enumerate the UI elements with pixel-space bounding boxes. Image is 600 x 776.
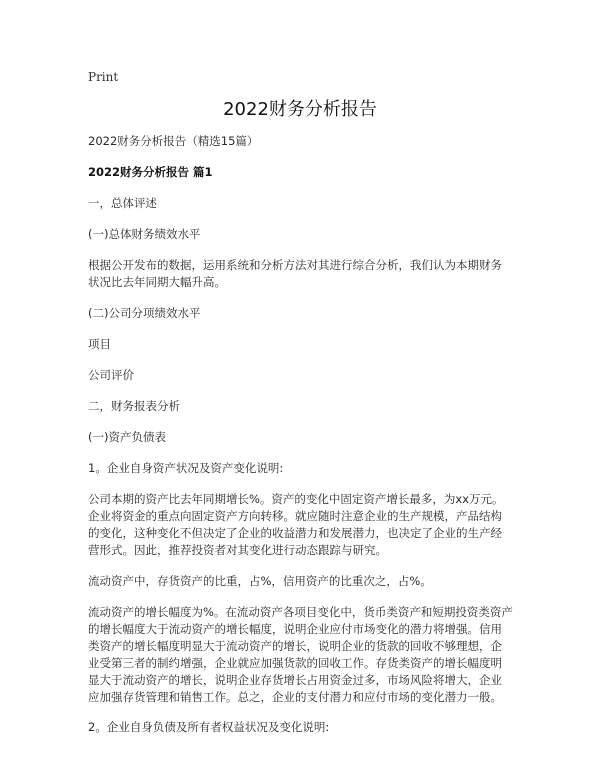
section-title: 2022财务分析报告 篇1 xyxy=(88,165,213,179)
paragraph-current-assets-share: 流动资产中，存货资产的比重，占%，信用资产的比重次之，占%。 xyxy=(88,574,432,588)
heading-overview: 一，总体评述 xyxy=(88,196,157,210)
document-subtitle: 2022财务分析报告（精选15篇） xyxy=(88,134,259,148)
heading-asset-status: 1。企业自身资产状况及资产变化说明: xyxy=(88,461,284,475)
paragraph-current-assets-growth: 流动资产的增长幅度为%。在流动资产各项目变化中，货币类资产和短期投资类资产的增长幅度大于流动资产的增长幅度，说明企业应付市场变化的潜力将增强。信用类资产的增长幅度明显大于流动资产的增长，说明企业的货款的回收不够理想，企业受第三者的制约增强，企业就应加强货款的回收工作。存货类资产的增长幅度明显大于流动资产的增长，说明企业存货增长占用资金过多，市场风险将增大，企业应加强存货管理和销售工作。总之，企业的支付潜力和应付市场的变化潜力一般。 xyxy=(88,605,513,704)
subheading-overall-performance: (一)总体财务绩效水平 xyxy=(88,227,201,241)
document-body xyxy=(88,133,513,736)
paragraph-overall-assessment: 根据公开发布的数据，运用系统和分析方法对其进行综合分析，我们认为本期财务状况比去年同期大幅升高。 xyxy=(88,258,502,289)
subheading-balance-sheet: (一)资产负债表 xyxy=(88,430,166,444)
paragraph-asset-changes: 公司本期的资产比去年同期增长%。资产的变化中固定资产增长最多，为xx万元。企业将资金的重点向固定资产方向转移。就应随时注意企业的生产规模，产品结构的变化，这种变化不但决定了企业的收益潜力和发展潜力，也决定了企业的生产经营形式。因此，推荐投资者对其变化进行动态跟踪与研究。 xyxy=(88,492,504,557)
print-link[interactable]: Print xyxy=(88,70,119,84)
subheading-item-performance: (二)公司分项绩效水平 xyxy=(88,306,201,320)
label-item: 项目 xyxy=(88,337,111,351)
heading-liabilities-status: 2。企业自身负债及所有者权益状况及变化说明: xyxy=(88,720,330,734)
document-title: 2022财务分析报告 xyxy=(223,99,377,120)
heading-statement-analysis: 二，财务报表分析 xyxy=(88,399,180,413)
label-company-evaluation: 公司评价 xyxy=(88,368,134,382)
